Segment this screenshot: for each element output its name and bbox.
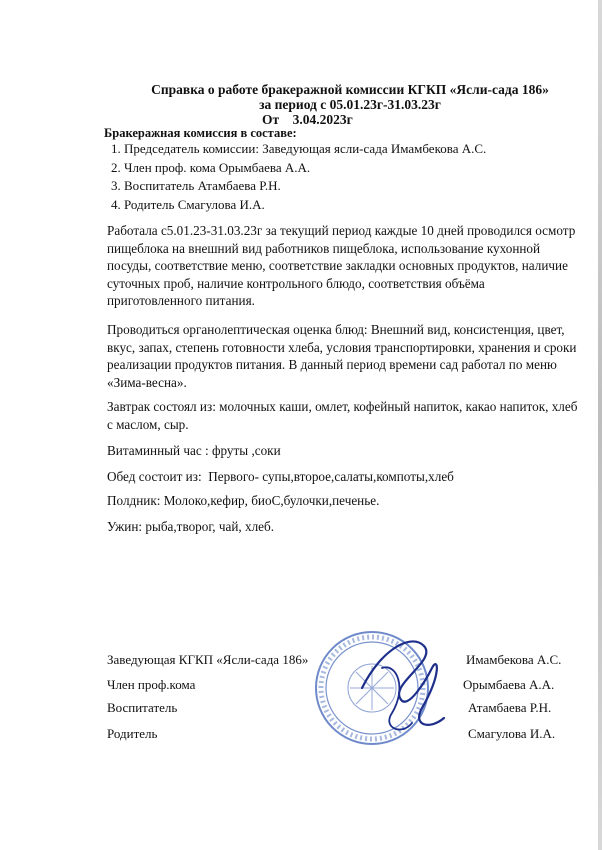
title-line-2: за период с 05.01.23г-31.03.23г [259, 97, 441, 112]
paragraph-dinner: Ужин: рыба,творог, чай, хлеб. [107, 519, 275, 534]
scan-edge [598, 0, 602, 850]
title-date-line: От 3.04.2023г [262, 112, 353, 127]
signature-name-head: Имамбекова А.С. [466, 652, 562, 667]
paragraph-work-period: Работала с5.01.23-31.03.23г за текущий период каждые 10 дней проводился осмотр пищеблока на внешний вид работников пищеблока, использование кухонной посуды, соответствие меню, соответствие закладки основных продуктов, наличие суточных проб, наличие контрольного блюдо, соответствия объёма приготовленного питания. [107, 223, 576, 309]
paragraph-lunch: Обед состоит из: Первого- супы,второе,салаты,компоты,хлеб [107, 469, 454, 484]
list-item: 1. Председатель комиссии: Заведующая ясли-сада Имамбекова А.С. [124, 140, 602, 159]
signature-role-union: Член проф.кома [107, 677, 196, 692]
paragraph-snack: Полдник: Молоко,кефир, биоС,булочки,печенье. [107, 493, 380, 508]
paragraph-assessment: Проводиться органолептическая оценка блюд: Внешний вид, консистенция, цвет, вкус, запах, степень готовности хлеба, условия транспортировки, хранения и сроки реализации продуктов питания. В данный период времени сад работал по меню «Зима-весна». [107, 322, 577, 390]
title-line-1: Справка о работе бракеражной комиссии КГКП «Ясли-сада 186» [151, 82, 549, 97]
handwritten-signature [352, 628, 452, 748]
list-item: 3. Воспитатель Атамбаева Р.Н. [124, 177, 602, 196]
signature-role-teacher: Воспитатель [107, 700, 178, 715]
paragraph-vitamin-hour: Витаминный час : фруты ,соки [107, 443, 281, 458]
document-title [100, 82, 600, 127]
paragraph-breakfast: Завтрак состоял из: молочных каши, омлет, кофейный напиток, какао напиток, хлеб с маслом, сыр. [107, 399, 578, 432]
signature-name-teacher: Атамбаева Р.Н. [468, 700, 552, 715]
list-item: 2. Член проф. кома Орымбаева А.А. [124, 159, 602, 178]
list-item: 4. Родитель Смагулова И.А. [124, 196, 602, 215]
signature-role-parent: Родитель [107, 726, 158, 741]
signature-name-parent: Смагулова И.А. [468, 726, 556, 741]
member-list [104, 140, 602, 214]
signature-name-union: Орымбаева А.А. [463, 677, 555, 692]
composition-heading: Бракеражная комиссия в составе: [104, 126, 297, 140]
signature-role-head: Заведующая КГКП «Ясли-сада 186» [107, 652, 309, 667]
